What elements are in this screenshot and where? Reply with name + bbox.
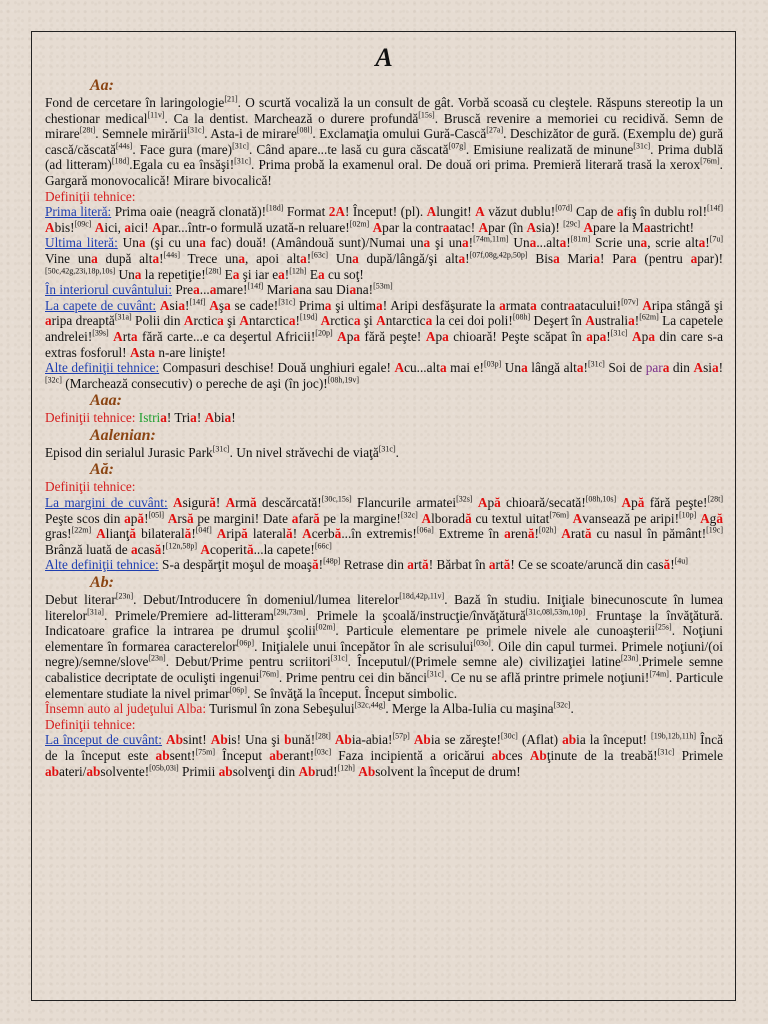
aa2-def-label: Definiţii tehnice: xyxy=(45,479,136,495)
page-title: A xyxy=(375,43,393,72)
entry-title-aalenian: Aalenian: xyxy=(90,426,156,444)
dictionary-content xyxy=(45,42,723,779)
category-la-inceput[interactable]: La început de cuvânt: xyxy=(45,732,162,748)
category-la-capete[interactable]: La capete de cuvânt: xyxy=(45,297,157,313)
aa2-la-margini: La margini de cuvânt: Asigură! Armă descărcată![30c,15s] Flancurile armatei[32s] Apă chioară/secată![08h,10s] Apă fără peşte![28t] Peşte scos din apă![05l] Arsă pe margini! Date afară pe la margine![32c] Alboradă cu textul uitat[76m] Avansează pe aripi![10p] Agă gras![22m] Alianţă bilaterală![04f] Aripă laterală! Acerbă...în extremis![06a] Extreme în arenă![02h] Arată cu nasul în pământ![19c] Brânză luată de acasă![12n,58p] Acoperită...la capete![66c] xyxy=(45,494,724,557)
category-ultima-litera[interactable]: Ultima literă: xyxy=(45,235,118,251)
aa-ultima-litera: Ultima literă: Una (şi cu una fac) două! (Amândouă sunt)/Numai una şi una![74m,11m] Una...alta![81m] Scrie una, scrie alta![7u] Vine una după alta![44s] Trece una, apoi alta![63c] Una după/lângă/şi alta![07f,08g,42p,50p] Bisa Maria! Para (pentru apar)![50c,42g,23i,18p,10s] Una la repetiţie![28t] Ea şi iar ea![12h] Ea cu soţ! xyxy=(45,234,724,282)
category-prima-litera[interactable]: Prima literă: xyxy=(45,204,112,220)
aa-alte-def: Alte definiţii tehnice: Compasuri deschise! Două unghiuri egale! Acu...alta mai e![03p] Una lângă alta![31c] Soi de para din Asia![32c] (Marchează consecutiv) o pereche de aşi (în joc)![08h,19v] xyxy=(45,359,724,391)
ab-insemn: Însemn auto al judeţului Alba: Turismul în zona Sebeşului[32c,44g]. Merge la Alba-Iulia cu maşina[32c]. xyxy=(45,700,574,717)
category-in-interior[interactable]: În interiorul cuvântului: xyxy=(45,282,173,298)
entry-title-aa2: Aă: xyxy=(90,461,114,479)
category-aa2-alte-def[interactable]: Alte definiţii tehnice: xyxy=(45,557,159,573)
ab-la-inceput: La început de cuvânt: Absint! Abis! Una şi bună![28t] Abia-abia![57p] Abia se zăreşte![30c] (Aflat) abia la început! [19b,12b,11h] Încă de la început este absent![75m] Început aberant![03c] Faza incipientă a oricărui abces Abţinute de la treabă![31c] Primele abateri/absolvente![05b,03i] Primii absolvenţi din Abrud![12h] Absolvent la început de drum! xyxy=(45,731,724,779)
aa-la-capete: La capete de cuvânt: Asia![14f] Aşa se cade![31c] Prima şi ultima! Aripi desfăşurate la armata contraatacului![07v] Aripa stângă şi aripa dreaptă[31a] Polii din Arctica şi Antarctica![19d] Arctica şi Antarctica la cei doi poli![08h] Deşert în Australia![62m] La capetele andrelei![39s] Arta fără carte...e ca deşertul Africii![20p] Apa fără peşte! Apa chioară! Peşte scăpat în apa![31c] Apa din care s-a extras fosforul! Asta n-are linişte! xyxy=(45,297,724,360)
aa2-alte-def: Alte definiţii tehnice: S-a despărţit moşul de moaşă![48p] Retrase din artă! Bărbat în artă! Ce se scoate/aruncă din casă![4u] xyxy=(45,557,688,573)
def-tehnice-label: Definiţii tehnice: xyxy=(45,188,136,204)
entry-title-aa: Aa: xyxy=(90,77,114,94)
entry-title-aaa: Aaa: xyxy=(90,392,122,410)
entry-aaa-description: Definiţii tehnice: Istria! Tria! Abia! xyxy=(45,410,236,426)
entry-ab-description: Debut literar[23n]. Debut/Introducere în domeniul/lumea literelor[18d,42p,11v]. Bază în studiu. Iniţiale binecunoscute în lumea literelor[31a]. Primele/Premiere ad-litteram[29i,73m]. Primele la şcoală/instrucţie/învăţătură[31c,08l,53m,10p]. Fruntaşe la învăţătură. Indicatoare grafice la intrarea pe drumul şcolii[02m]. Particule elementare pe primele nivele ale cunoaşterii[25s]. Noţiuni elementare în formarea caracterelor[06p]. Iniţialele unui începător în ale scrisului[03o]. Oile din capul turmei. Primele noţiuni/(oi negre)/semne/slove[23n]. Debut/Prime pentru scriitori[31c]. Începutul/(Primele semne ale) civilizaţiei latine[23n].Primele semne cabalistice decriptate de oculişti ingenui[76m]. Prime pentru cei din bănci[31c]. Ce nu se află printre primele noţiuni![74m]. Particule elementare studiate la nivel primar[06p]. Se învăţă la început. Început simbolic. xyxy=(45,591,724,701)
entry-title-ab: Ab: xyxy=(90,574,114,592)
aa-prima-litera: Prima literă: Prima oaie (neagră clonată)![18d] Format 2A! Început! (pl). Alungit! A văzut dublu![07d] Cap de afiş în dublu rol![14f] Abis![09c] Aici, aici! Apar...într-o formulă uzată-n reluare![02m] Apar la contraatac! Apar (în Asia)! [29c] Apare la Maastricht! xyxy=(45,203,724,235)
category-la-margini[interactable]: La margini de cuvânt: xyxy=(45,495,168,511)
category-alte-def[interactable]: Alte definiţii tehnice: xyxy=(45,360,160,376)
entry-aalenian-description: Episod din serialul Jurasic Park[31c]. Un nivel străvechi de viaţă[31c]. xyxy=(45,444,399,460)
ab-def-label: Definiţii tehnice: xyxy=(45,716,136,732)
aa-in-interior: În interiorul cuvântului: Prea...amare![14f] Mariana sau Diana![53m] xyxy=(45,281,393,298)
entry-aa-description: Fond de cercetare în laringologie[21]. O scurtă vocaliză la un consult de gât. Vorbă scoasă cu cleştele. Răspuns stereotip la un chestionar medical[11v]. Ca la dentist. Marchează o durere profundă[15s]. Bruscă revenire a memoriei cu recidivă. Semn de mirare[28t]. Semnele mirării[31c]. Asta-i de mirare[08l]. Exclamaţia omului Gură-Cască[27a]. Deschizător de gură. (Exemplu de) gură cască/căscată[44s]. Face gura (mare)[31c]. Când apare...te lasă cu gura căscată[07g]. Emisiune realizată de minune[31c]. Prima dublă (ad litteram)[18d].Egala cu ea însăşi![31c]. Prima probă la examenul oral. De două ori prima. Premieră literară trasă la xerox[76m]. Gargară monovocalică! Mirare bivocalică! xyxy=(45,94,723,188)
